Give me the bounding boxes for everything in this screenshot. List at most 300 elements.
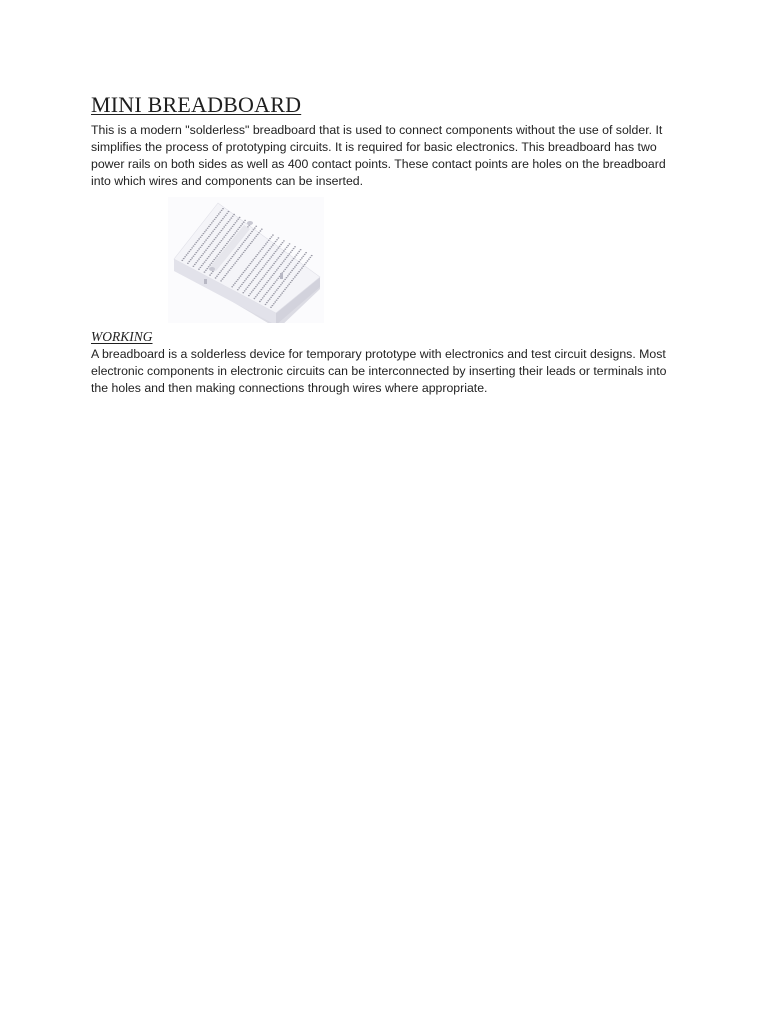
breadboard-hole	[204, 231, 206, 232]
breadboard-hole	[248, 275, 250, 276]
breadboard-hole	[272, 265, 274, 266]
breadboard-hole	[230, 258, 232, 259]
breadboard-hole	[208, 226, 210, 227]
breadboard-hole	[281, 282, 283, 283]
breadboard-hole	[274, 301, 276, 302]
breadboard-hole	[264, 245, 266, 246]
breadboard-hole	[201, 245, 203, 246]
breadboard-hole	[221, 210, 223, 211]
breadboard-hole	[188, 251, 190, 252]
breadboard-hole	[226, 223, 228, 224]
breadboard-hole	[224, 275, 226, 276]
breadboard-hole	[235, 222, 237, 223]
breadboard-hole	[256, 274, 258, 275]
breadboard-hole	[265, 253, 267, 254]
breadboard-hole	[293, 258, 295, 259]
breadboard-hole	[287, 275, 289, 276]
breadboard-hole	[233, 284, 235, 285]
breadboard-hole	[284, 249, 286, 250]
breadboard-hole	[229, 270, 231, 271]
breadboard-hole	[272, 295, 274, 296]
breadboard-hole	[207, 238, 209, 239]
breadboard-hole	[295, 275, 297, 276]
breadboard-hole	[261, 279, 263, 280]
breadboard-hole	[262, 247, 264, 248]
breadboard-hole	[216, 255, 218, 256]
breadboard-hole	[223, 226, 225, 227]
breadboard-hole	[222, 268, 224, 269]
breadboard-hole	[276, 259, 278, 260]
breadboard-hole	[240, 255, 242, 256]
breadboard-hole	[187, 263, 189, 264]
breadboard-hole	[237, 249, 239, 250]
breadboard-hole	[270, 287, 272, 288]
breadboard-hole	[222, 228, 224, 229]
breadboard-hole	[261, 249, 263, 250]
breadboard-hole	[271, 236, 273, 237]
breadboard-hole	[220, 250, 222, 251]
breadboard-hole	[202, 243, 204, 244]
breadboard-hole	[248, 265, 250, 266]
breadboard-hole	[290, 262, 292, 263]
breadboard-hole	[265, 304, 267, 305]
breadboard-hole	[279, 296, 281, 297]
breadboard-hole	[188, 261, 190, 262]
breadboard-hole	[211, 222, 213, 223]
breadboard-hole	[228, 231, 230, 232]
breadboard-hole	[288, 284, 290, 285]
breadboard-hole	[244, 240, 246, 241]
breadboard-hole	[277, 298, 279, 299]
breadboard-hole	[276, 239, 278, 240]
breadboard-hole	[216, 225, 218, 226]
breadboard-hole	[212, 251, 214, 252]
breadboard-hole	[293, 268, 295, 269]
breadboard-hole	[222, 238, 224, 239]
breadboard-hole	[253, 229, 255, 230]
breadboard-hole	[244, 270, 246, 271]
breadboard-hole	[286, 277, 288, 278]
breadboard-hole	[308, 259, 310, 260]
breadboard-hole	[287, 265, 289, 266]
breadboard-hole	[295, 265, 297, 266]
breadboard-hole	[251, 261, 253, 262]
breadboard-hole	[291, 280, 293, 281]
breadboard-hole	[213, 259, 215, 260]
breadboard-hole	[273, 243, 275, 244]
breadboard-hole	[229, 229, 231, 230]
breadboard-hole	[184, 256, 186, 257]
breadboard-hole	[243, 222, 245, 223]
breadboard-hole	[262, 277, 264, 278]
breadboard-hole	[218, 274, 220, 275]
breadboard-hole	[253, 239, 255, 240]
breadboard-hole	[297, 273, 299, 274]
document-body	[91, 92, 686, 397]
breadboard-hole	[309, 257, 311, 258]
breadboard-hole	[200, 237, 202, 238]
breadboard-hole	[279, 286, 281, 287]
breadboard-hole	[256, 284, 258, 285]
breadboard-hole	[229, 239, 231, 240]
breadboard-hole	[219, 232, 221, 233]
breadboard-hole	[219, 242, 221, 243]
breadboard-hole	[215, 247, 217, 248]
breadboard-hole	[212, 220, 214, 221]
breadboard-hole	[241, 284, 243, 285]
breadboard-hole	[222, 208, 224, 209]
breadboard-hole	[259, 261, 261, 262]
breadboard-hole	[218, 233, 220, 234]
breadboard-hole	[200, 267, 202, 268]
breadboard-hole	[208, 266, 210, 267]
breadboard-hole	[242, 292, 244, 293]
breadboard-hole	[191, 247, 193, 248]
breadboard-hole	[220, 270, 222, 271]
breadboard-hole	[289, 263, 291, 264]
breadboard-hole	[275, 271, 277, 272]
breadboard-hole	[273, 293, 275, 294]
breadboard-hole	[278, 237, 280, 238]
breadboard-hole	[233, 254, 235, 255]
breadboard-hole	[218, 213, 220, 214]
breadboard-hole	[241, 274, 243, 275]
breadboard-hole	[226, 243, 228, 244]
breadboard-hole	[221, 220, 223, 221]
breadboard-hole	[236, 220, 238, 221]
breadboard-hole	[259, 250, 261, 251]
breadboard-hole	[222, 278, 224, 279]
breadboard-hole	[234, 252, 236, 253]
breadboard-hole	[258, 272, 260, 273]
breadboard-hole	[230, 238, 232, 239]
breadboard-hole	[207, 228, 209, 229]
breadboard-hole	[243, 282, 245, 283]
breadboard-hole	[209, 244, 211, 245]
breadboard-hole	[225, 245, 227, 246]
breadboard-hole	[194, 244, 196, 245]
breadboard-hole	[236, 281, 238, 282]
breadboard-hole	[287, 245, 289, 246]
breadboard-hole	[283, 240, 285, 241]
breadboard-hole	[290, 252, 292, 253]
breadboard-hole	[209, 234, 211, 235]
breadboard-hole	[223, 216, 225, 217]
breadboard-hole	[208, 246, 210, 247]
breadboard-hole	[275, 251, 277, 252]
breadboard-hole	[263, 295, 265, 296]
breadboard-hole	[249, 293, 251, 294]
breadboard-hole	[207, 248, 209, 249]
breadboard-hole	[250, 243, 252, 244]
breadboard-hole	[194, 264, 196, 265]
breadboard-hole	[284, 289, 286, 290]
breadboard-hole	[287, 285, 289, 286]
breadboard-hole	[262, 287, 264, 288]
breadboard-hole	[243, 252, 245, 253]
breadboard-hole	[241, 243, 243, 244]
breadboard-hole	[283, 250, 285, 251]
breadboard-hole	[298, 271, 300, 272]
breadboard-hole	[266, 302, 268, 303]
breadboard-hole	[215, 217, 217, 218]
breadboard-hole	[268, 270, 270, 271]
breadboard-hole	[236, 261, 238, 262]
breadboard-hole	[207, 258, 209, 259]
breadboard-hole	[268, 240, 270, 241]
breadboard-hole	[250, 263, 252, 264]
breadboard-hole	[232, 216, 234, 217]
breadboard-hole	[183, 258, 185, 259]
breadboard-hole	[268, 250, 270, 251]
breadboard-hole	[270, 307, 272, 308]
breadboard-hole	[247, 246, 249, 247]
breadboard-hole	[239, 247, 241, 248]
breadboard-hole	[266, 282, 268, 283]
breadboard-hole	[272, 305, 274, 306]
breadboard-hole	[280, 244, 282, 245]
breadboard-hole	[245, 278, 247, 279]
breadboard-hole	[255, 296, 257, 297]
breadboard-hole	[227, 271, 229, 272]
breadboard-hole	[277, 257, 279, 258]
breadboard-hole	[286, 287, 288, 288]
breadboard-hole	[201, 255, 203, 256]
breadboard-hole	[240, 275, 242, 276]
breadboard-hole	[191, 257, 193, 258]
breadboard-hole	[223, 247, 225, 248]
breadboard-hole	[276, 279, 278, 280]
breadboard-hole	[249, 283, 251, 284]
breadboard-hole	[284, 279, 286, 280]
breadboard-hole	[232, 256, 234, 257]
breadboard-hole	[255, 226, 257, 227]
breadboard-hole	[187, 253, 189, 254]
breadboard-hole	[280, 284, 282, 285]
breadboard-hole	[248, 245, 250, 246]
breadboard-hole	[255, 256, 257, 257]
breadboard-hole	[231, 286, 233, 287]
breadboard-hole	[248, 295, 250, 296]
breadboard-hole	[205, 260, 207, 261]
breadboard-hole	[257, 254, 259, 255]
breadboard-hole	[269, 248, 271, 249]
breadboard-hole	[246, 238, 248, 239]
breadboard-hole	[223, 236, 225, 237]
breadboard-hole	[291, 270, 293, 271]
breadboard-hole	[291, 250, 293, 251]
breadboard-hole	[258, 262, 260, 263]
breadboard-hole	[237, 219, 239, 220]
breadboard-hole	[275, 281, 277, 282]
breadboard-hole	[212, 271, 214, 272]
breadboard-hole	[238, 277, 240, 278]
breadboard-hole	[283, 281, 285, 282]
breadboard-hole	[286, 257, 288, 258]
breadboard-hole	[268, 290, 270, 291]
breadboard-hole	[219, 212, 221, 213]
breadboard-hole	[268, 280, 270, 281]
breadboard-hole	[282, 252, 284, 253]
breadboard-hole	[193, 256, 195, 257]
breadboard-hole	[275, 261, 277, 262]
breadboard-hole	[259, 281, 261, 282]
breadboard-hole	[240, 245, 242, 246]
breadboard-hole	[239, 217, 241, 218]
breadboard-hole	[261, 229, 263, 230]
breadboard-hole	[266, 292, 268, 293]
breadboard-hole	[226, 273, 228, 274]
breadboard-hole	[263, 265, 265, 266]
breadboard-hole	[284, 259, 286, 260]
breadboard-hole	[272, 255, 274, 256]
breadboard-hole	[297, 253, 299, 254]
breadboard-hole	[255, 236, 257, 237]
breadboard-hole	[266, 262, 268, 263]
breadboard-hole	[257, 264, 259, 265]
breadboard-hole	[266, 272, 268, 273]
breadboard-hole	[216, 245, 218, 246]
breadboard-hole	[265, 294, 267, 295]
breadboard-hole	[280, 254, 282, 255]
breadboard-hole	[273, 253, 275, 254]
breadboard-hole	[275, 241, 277, 242]
breadboard-hole	[226, 213, 228, 214]
breadboard-hole	[270, 266, 272, 267]
breadboard-hole	[239, 227, 241, 228]
breadboard-hole	[267, 300, 269, 301]
breadboard-hole	[263, 285, 265, 286]
breadboard-hole	[216, 235, 218, 236]
breadboard-hole	[220, 280, 222, 281]
breadboard-hole	[305, 262, 307, 263]
breadboard-hole	[261, 269, 263, 270]
breadboard-hole	[245, 268, 247, 269]
breadboard-hole	[214, 229, 216, 230]
breadboard-hole	[198, 248, 200, 249]
breadboard-hole	[205, 229, 207, 230]
breadboard-hole	[282, 262, 284, 263]
breadboard-hole	[255, 286, 257, 287]
breadboard-hole	[273, 283, 275, 284]
breadboard-hole	[240, 286, 242, 287]
breadboard-hole	[265, 274, 267, 275]
breadboard-hole	[216, 276, 218, 277]
breadboard-hole	[237, 279, 239, 280]
working-paragraph: A breadboard is a solderless device for temporary prototype with electronics and test circuit designs. Most electronic components in electronic circuits can be interconnected by inserting their leads or terminals into the holes and then making connections through wires where appropriate.	[91, 347, 667, 395]
breadboard-hole	[288, 273, 290, 274]
breadboard-hole	[259, 271, 261, 272]
breadboard-hole	[244, 220, 246, 221]
breadboard-hole	[304, 254, 306, 255]
breadboard-hole	[198, 269, 200, 270]
breadboard-hole	[228, 211, 230, 212]
breadboard-hole	[250, 273, 252, 274]
breadboard-hole	[202, 263, 204, 264]
breadboard-hole	[214, 219, 216, 220]
breadboard-hole	[186, 254, 188, 255]
breadboard-hole	[276, 300, 278, 301]
breadboard-hole	[233, 224, 235, 225]
breadboard-hole	[269, 278, 271, 279]
breadboard-hole	[280, 264, 282, 265]
breadboard-hole	[300, 269, 302, 270]
breadboard-hole	[206, 268, 208, 269]
breadboard-hole	[244, 290, 246, 291]
breadboard-hole	[237, 229, 239, 230]
breadboard-hole	[211, 232, 213, 233]
breadboard-hole	[244, 280, 246, 281]
breadboard-hole	[239, 257, 241, 258]
breadboard-hole	[287, 255, 289, 256]
breadboard-hole	[230, 268, 232, 269]
breadboard-hole	[269, 238, 271, 239]
breadboard-hole	[254, 298, 256, 299]
breadboard-hole	[279, 246, 281, 247]
breadboard-hole	[311, 255, 313, 256]
breadboard-hole	[241, 254, 243, 255]
breadboard-hole	[209, 274, 211, 275]
breadboard-hole	[212, 231, 214, 232]
breadboard-hole	[283, 271, 285, 272]
breadboard-hole	[197, 260, 199, 261]
breadboard-hole	[210, 224, 212, 225]
breadboard-hole	[219, 222, 221, 223]
breadboard-hole	[214, 249, 216, 250]
breadboard-hole	[222, 248, 224, 249]
breadboard-hole	[227, 241, 229, 242]
breadboard-hole	[255, 276, 257, 277]
breadboard-hole	[195, 262, 197, 263]
breadboard-hole	[272, 234, 274, 235]
breadboard-hole	[272, 244, 274, 245]
breadboard-hole	[201, 265, 203, 266]
breadboard-hole	[256, 294, 258, 295]
breadboard-hole	[245, 288, 247, 289]
breadboard-hole	[289, 243, 291, 244]
breadboard-hole	[251, 271, 253, 272]
breadboard-hole	[209, 254, 211, 255]
breadboard-hole	[236, 230, 238, 231]
breadboard-hole	[270, 297, 272, 298]
breadboard-hole	[236, 251, 238, 252]
breadboard-hole	[262, 297, 264, 298]
breadboard-hole	[302, 266, 304, 267]
breadboard-hole	[263, 275, 265, 276]
breadboard-hole	[294, 276, 296, 277]
breadboard-hole	[305, 252, 307, 253]
breadboard-hole	[269, 298, 271, 299]
breadboard-hole	[270, 256, 272, 257]
breadboard-hole	[277, 278, 279, 279]
breadboard-hole	[181, 260, 183, 261]
breadboard-hole	[233, 264, 235, 265]
breadboard-hole	[272, 275, 274, 276]
breadboard-hole	[218, 244, 220, 245]
breadboard-hole	[209, 264, 211, 265]
breadboard-hole	[211, 273, 213, 274]
breadboard-hole	[265, 243, 267, 244]
breadboard-hole	[204, 261, 206, 262]
breadboard-hole	[269, 258, 271, 259]
breadboard-hole	[250, 233, 252, 234]
breadboard-hole	[221, 230, 223, 231]
breadboard-hole	[277, 247, 279, 248]
breadboard-hole	[190, 259, 192, 260]
breadboard-hole	[286, 267, 288, 268]
breadboard-hole	[254, 227, 256, 228]
breadboard-hole	[202, 253, 204, 254]
